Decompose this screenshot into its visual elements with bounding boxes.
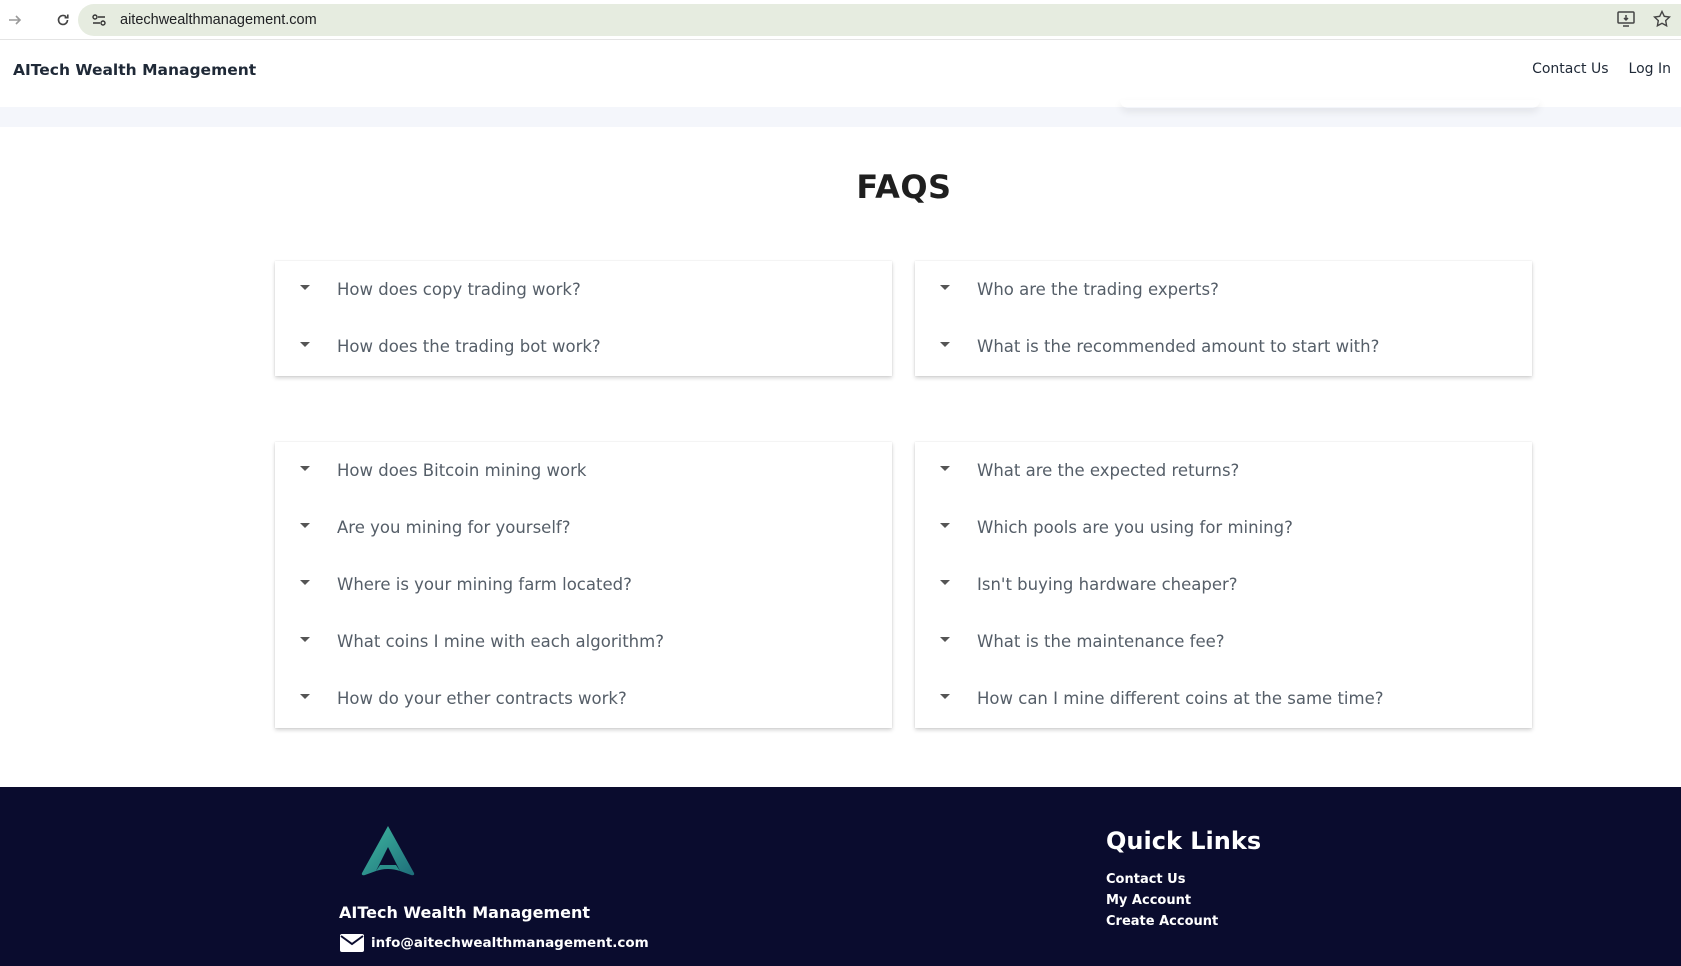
footer-link-create-account[interactable]: Create Account: [1106, 914, 1219, 929]
caret-down-icon: [300, 342, 310, 347]
faq-card: [915, 261, 1532, 376]
faq-item[interactable]: [275, 442, 892, 499]
footer-link-contact-us[interactable]: Contact Us: [1106, 872, 1186, 887]
address-bar[interactable]: [78, 4, 1681, 36]
url-text[interactable]: aitechwealthmanagement.com: [120, 12, 317, 28]
faq-question[interactable]: How does Bitcoin mining work: [337, 461, 587, 480]
caret-down-icon: [300, 285, 310, 290]
caret-down-icon: [300, 694, 310, 699]
reload-icon[interactable]: [50, 7, 76, 33]
caret-down-icon: [300, 466, 310, 471]
nav-log-in[interactable]: Log In: [1628, 61, 1671, 77]
site-info-icon[interactable]: [84, 8, 114, 32]
faq-card: [915, 442, 1532, 728]
faq-question[interactable]: What is the recommended amount to start with?: [977, 337, 1380, 356]
quick-links: [1106, 871, 1218, 930]
brand-logo-icon[interactable]: [358, 823, 418, 879]
footer-brand-name: AITech Wealth Management: [339, 903, 591, 922]
faq-item[interactable]: [915, 499, 1532, 556]
install-app-icon[interactable]: [1615, 8, 1637, 30]
footer-link-my-account[interactable]: My Account: [1106, 893, 1192, 908]
caret-down-icon: [940, 694, 950, 699]
faq-item[interactable]: [915, 556, 1532, 613]
faq-title: FAQS: [856, 168, 952, 206]
faq-item[interactable]: [275, 556, 892, 613]
nav-contact-us[interactable]: Contact Us: [1532, 61, 1609, 77]
faq-item[interactable]: [915, 670, 1532, 727]
faq-question[interactable]: Where is your mining farm located?: [337, 575, 632, 594]
caret-down-icon: [300, 637, 310, 642]
faq-item[interactable]: [915, 613, 1532, 670]
faq-card: [275, 442, 892, 728]
caret-down-icon: [940, 285, 950, 290]
faq-item[interactable]: [275, 499, 892, 556]
hero-strip: [0, 107, 1681, 127]
bookmark-star-icon[interactable]: [1651, 8, 1673, 30]
browser-toolbar: [0, 0, 1681, 40]
caret-down-icon: [940, 342, 950, 347]
faq-card: [275, 261, 892, 376]
faq-item[interactable]: [275, 261, 892, 318]
footer-email-row[interactable]: [339, 933, 649, 953]
brand-name[interactable]: AITech Wealth Management: [13, 61, 257, 79]
faq-item[interactable]: [915, 261, 1532, 318]
faq-question[interactable]: What are the expected returns?: [977, 461, 1240, 480]
faq-question[interactable]: How do your ether contracts work?: [337, 689, 627, 708]
faq-question[interactable]: What coins I mine with each algorithm?: [337, 632, 664, 651]
hero-card-shadow: [1120, 100, 1540, 108]
faq-item[interactable]: [275, 318, 892, 375]
faq-item[interactable]: [275, 613, 892, 670]
caret-down-icon: [940, 466, 950, 471]
caret-down-icon: [940, 523, 950, 528]
site-header: [0, 41, 1681, 107]
faq-question[interactable]: Isn't buying hardware cheaper?: [977, 575, 1238, 594]
mail-icon: [339, 933, 365, 953]
faq-question[interactable]: Who are the trading experts?: [977, 280, 1219, 299]
faq-item[interactable]: [915, 318, 1532, 375]
faq-item[interactable]: [915, 442, 1532, 499]
faq-question[interactable]: How does copy trading work?: [337, 280, 581, 299]
faq-question[interactable]: How can I mine different coins at the same time?: [977, 689, 1384, 708]
faq-item[interactable]: [275, 670, 892, 727]
footer-email[interactable]: info@aitechwealthmanagement.com: [371, 935, 649, 951]
site-footer: [0, 787, 1681, 966]
caret-down-icon: [300, 580, 310, 585]
caret-down-icon: [940, 637, 950, 642]
faq-question[interactable]: What is the maintenance fee?: [977, 632, 1225, 651]
caret-down-icon: [300, 523, 310, 528]
faq-question[interactable]: Are you mining for yourself?: [337, 518, 571, 537]
top-nav: [1532, 61, 1671, 77]
forward-icon[interactable]: [2, 7, 28, 33]
quick-links-title: Quick Links: [1106, 827, 1262, 855]
caret-down-icon: [940, 580, 950, 585]
faq-question[interactable]: How does the trading bot work?: [337, 337, 601, 356]
faq-question[interactable]: Which pools are you using for mining?: [977, 518, 1293, 537]
